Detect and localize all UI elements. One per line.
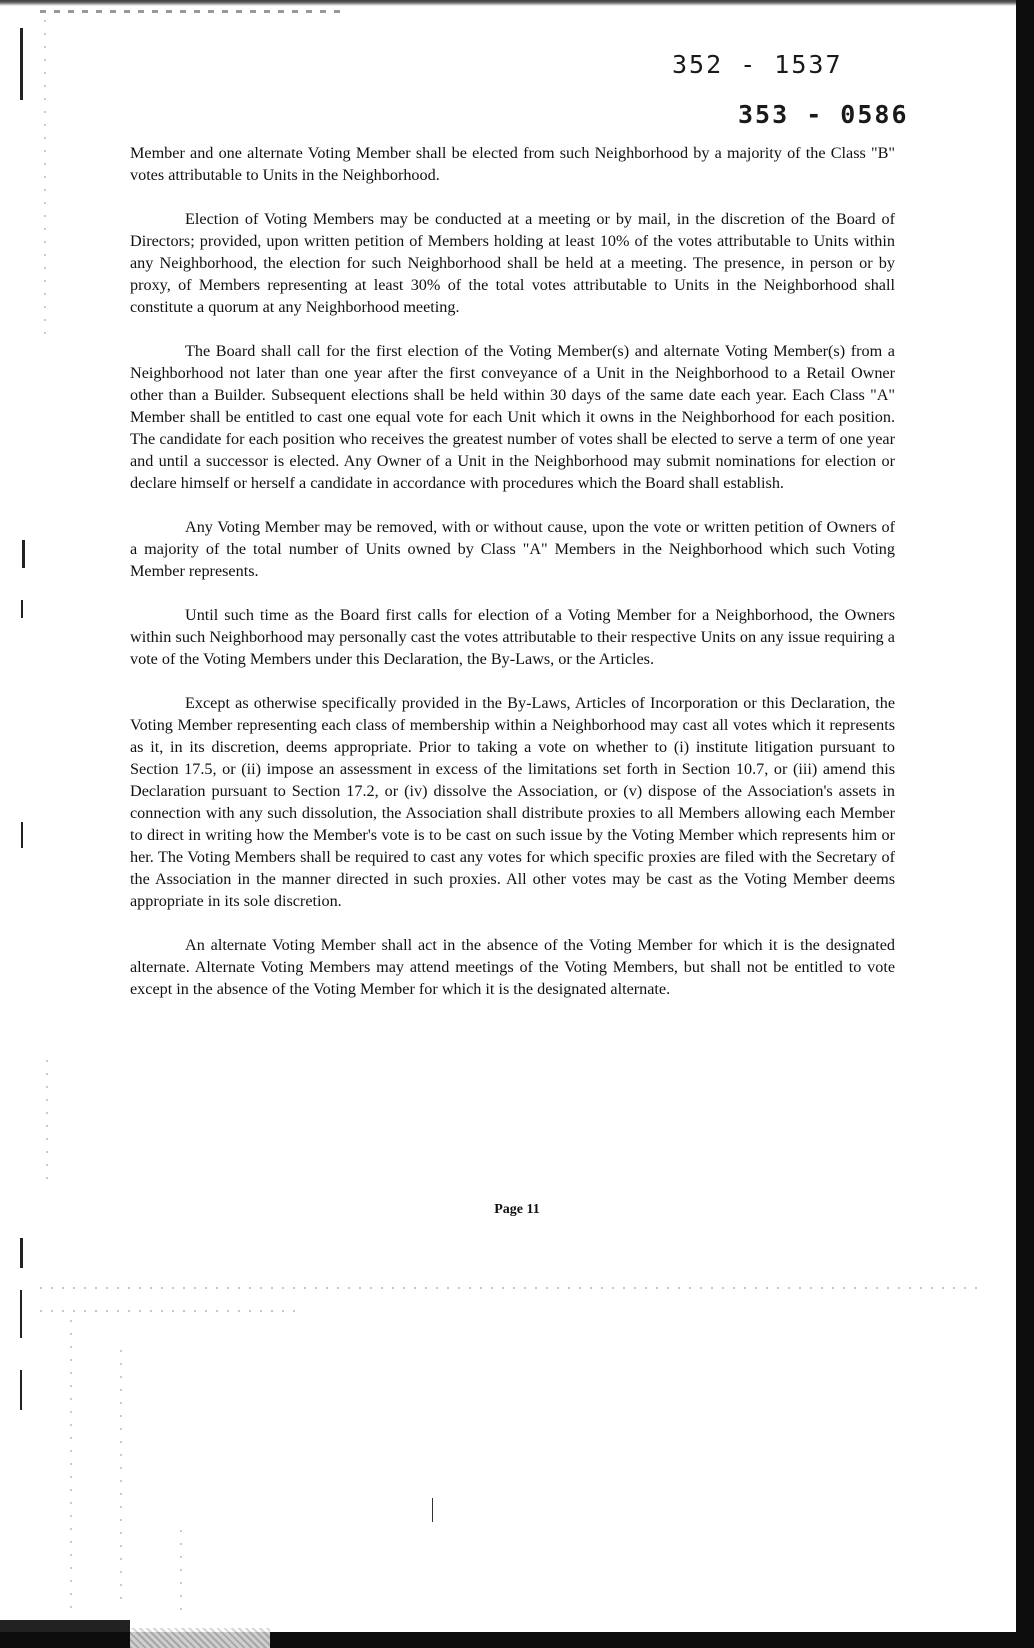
paragraph: Any Voting Member may be removed, with or without cause, upon the vote or written petition of Owners of a majority of the total number of Units owned by Class "A" Members in the Neighborhood which such Voting Member represents.: [130, 518, 895, 580]
scan-left-mark: [20, 1238, 23, 1268]
scan-left-mark: [20, 1370, 22, 1410]
scan-top-edge: [0, 0, 1034, 6]
scan-bottom-left-edge: [0, 1620, 130, 1632]
scan-speckle: [120, 1350, 122, 1600]
scan-right-edge: [1016, 0, 1034, 1648]
page-number: Page 11: [494, 1202, 540, 1217]
scan-bottom-noise: [130, 1628, 270, 1648]
scan-tick-mark: [432, 1498, 433, 1522]
scan-left-mark: [20, 28, 23, 100]
scan-speckle: [70, 1320, 72, 1610]
scan-speckle: [40, 1310, 300, 1312]
recording-stamp: 352 - 1537: [672, 50, 843, 79]
scan-speckle: [180, 1530, 182, 1610]
scan-left-mark: [21, 600, 23, 618]
scan-speckle: [44, 20, 46, 340]
paragraph: An alternate Voting Member shall act in the absence of the Voting Member for which it is the designated alternate. Alternate Voting Members may attend meetings of the Voting Members, but shall not be entitled to vote except in the absence of the Voting Member for which it is the designated alternate.: [130, 936, 895, 998]
scan-left-mark: [22, 540, 25, 568]
scan-left-mark: [20, 1290, 22, 1338]
scan-top-speckle: [40, 10, 340, 13]
scan-speckle: [40, 1287, 980, 1289]
scan-speckle: [46, 1060, 48, 1180]
paragraph: Until such time as the Board first calls for election of a Voting Member for a Neighborhood, the Owners within such Neighborhood may personally cast the votes attributable to their respective Units on any issue requiring a vote of the Voting Members under this Declaration, the By-Laws, or the Articles.: [130, 606, 895, 668]
paragraph: Member and one alternate Voting Member shall be elected from such Neighborhood by a majority of the Class "B" votes attributable to Units in the Neighborhood.: [130, 144, 895, 184]
document-body: [130, 142, 895, 1022]
paragraph: The Board shall call for the first election of the Voting Member(s) and alternate Voting Member(s) from a Neighborhood not later than one year after the first conveyance of a Unit in the Neighborhood to a Retail Owner other than a Builder. Subsequent elections shall be held within 30 days of the same date each year. Each Class "A" Member shall be entitled to cast one equal vote for each Unit which it owns in the Neighborhood for each position. The candidate for each position who receives the greatest number of votes shall be elected to serve a term of one year and until a successor is elected. Any Owner of a Unit in the Neighborhood may submit nominations for election or declare himself or herself a candidate in accordance with procedures which the Board shall establish.: [130, 342, 895, 492]
paragraph: Except as otherwise specifically provided in the By-Laws, Articles of Incorporation or this Declaration, the Voting Member representing each class of membership within a Neighborhood may cast all votes which it represents as it, in its discretion, deems appropriate. Prior to taking a vote on whether to (i) institute litigation pursuant to Section 17.5, or (ii) impose an assessment in excess of the limitations set forth in Section 10.7, or (iii) amend this Declaration pursuant to Section 17.2, or (iv) dissolve the Association, or (v) dispose of the Association's assets in connection with any such dissolution, the Association shall distribute proxies to all Members allowing each Member to direct in writing how the Member's vote is to be cast on such issue by the Voting Member which represents him or her. The Voting Members shall be required to cast any votes for which specific proxies are filed with the Secretary of the Association in the manner directed in such proxies. All other votes may be cast as the Voting Member deems appropriate in its sole discretion.: [130, 694, 895, 910]
recording-stamp: 353 - 0586: [738, 100, 909, 129]
scan-left-mark: [21, 822, 23, 848]
paragraph: Election of Voting Members may be conducted at a meeting or by mail, in the discretion of the Board of Directors; provided, upon written petition of Members holding at least 10% of the votes attributable to Units within any Neighborhood, the election for such Neighborhood shall be held at a meeting. The presence, in person or by proxy, of Members representing at least 30% of the total votes attributable to Units in the Neighborhood shall constitute a quorum at any Neighborhood meeting.: [130, 210, 895, 316]
